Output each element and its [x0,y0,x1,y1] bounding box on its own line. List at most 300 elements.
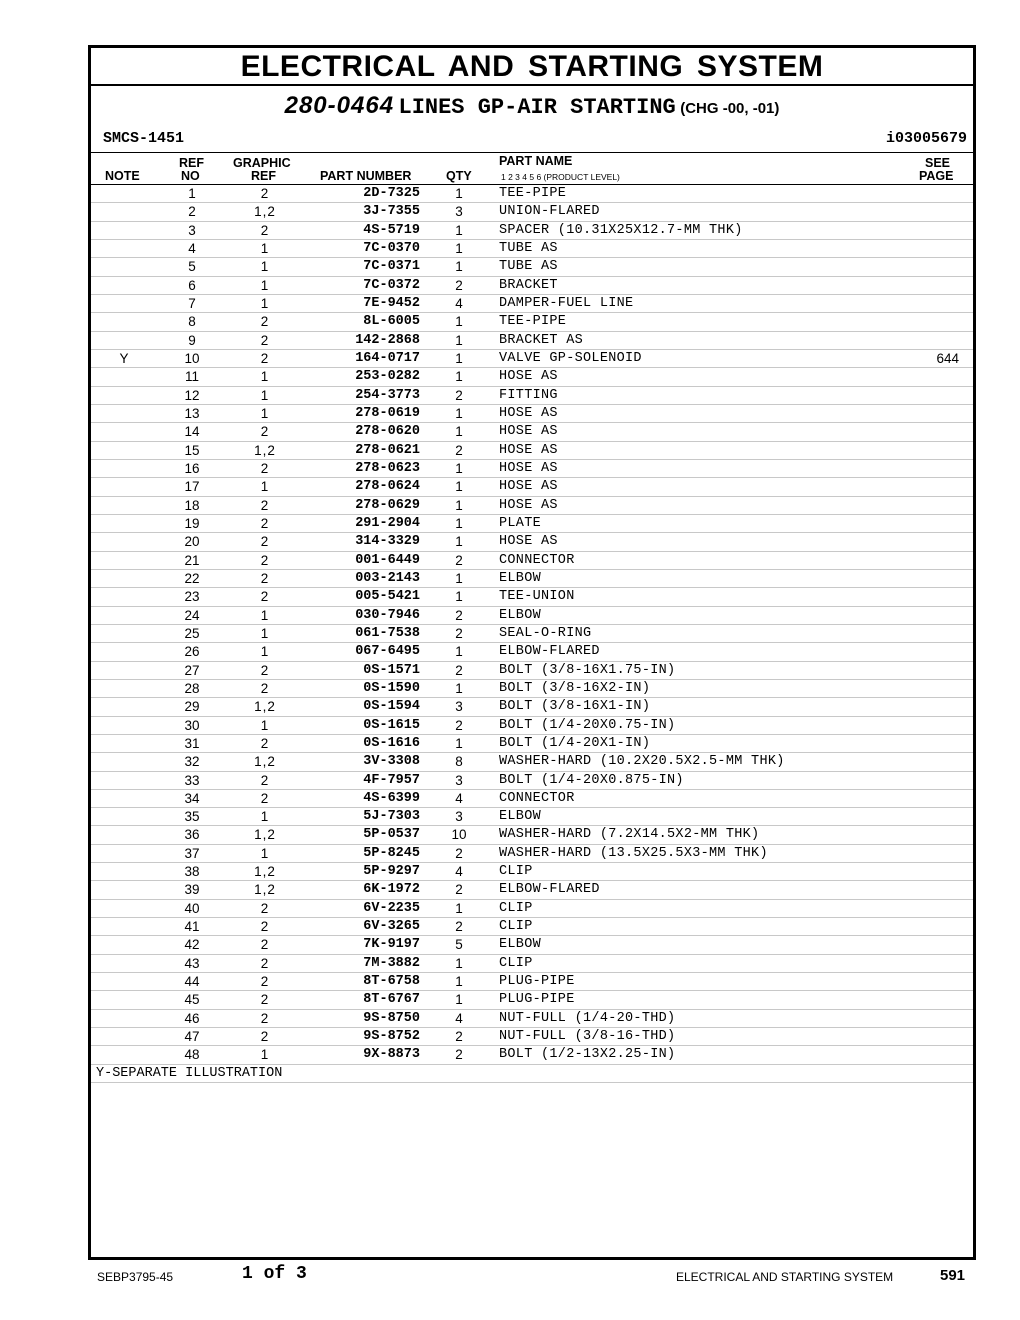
part-number-cell: 278-0619 [355,405,420,421]
qty-cell: 3 [455,772,463,788]
qty-cell: 2 [455,442,463,458]
graphic-ref-cell: 1 [260,405,270,421]
graphic-ref-cell: 1 [260,809,270,825]
part-number-cell: 8T-6758 [363,974,420,990]
header-part-name: PART NAME [499,154,573,168]
graphic-ref-cell: 2 [260,460,270,476]
part-name-cell: HOSE AS [499,460,558,476]
part-name-cell: CLIP [499,900,533,916]
table-row [91,552,973,570]
page-title: ELECTRICAL AND STARTING SYSTEM [240,50,824,83]
part-number-cell: 7C-0372 [363,277,420,293]
graphic-ref-cell: 1 [260,625,270,641]
graphic-ref-cell: 2 [260,772,270,788]
qty-cell: 8 [455,754,463,770]
qty-cell: 1 [455,186,463,201]
part-number-cell: 061-7538 [355,625,420,641]
qty-cell: 3 [455,809,463,825]
part-name-cell: CLIP [499,955,533,971]
graphic-ref-cell: 1 [260,259,270,275]
graphic-ref-cell: 1 [260,845,270,861]
graphic-ref-cell: 2 [260,534,270,550]
table-row [91,1046,973,1064]
ref-no-cell: 40 [184,900,200,916]
table-row [91,277,973,295]
qty-cell: 3 [455,699,463,715]
graphic-ref-cell: 1 [260,387,270,403]
graphic-ref-cell: 2 [260,497,270,513]
smcs-code: SMCS-1451 [103,130,185,147]
qty-cell: 1 [455,992,463,1008]
graphic-ref-cell: 2 [260,790,270,806]
part-number-cell: 278-0623 [355,460,420,476]
qty-cell: 4 [455,790,463,806]
graphic-ref-cell: 1,2 [254,882,276,898]
part-name-cell: BOLT (3/8-16X2-IN) [499,680,651,696]
ref-no-cell: 10 [184,350,200,366]
header-see-top: SEE [925,156,951,170]
page-of-label: 1 of 3 [242,1264,307,1284]
qty-cell: 4 [455,295,463,311]
ref-no-cell: 32 [184,754,200,770]
graphic-ref-cell: 2 [260,1010,270,1026]
part-number-cell: 7E-9452 [363,295,420,311]
part-name-cell: BOLT (1/4-20X0.75-IN) [499,717,676,733]
part-number-cell: 003-2143 [355,570,420,586]
part-number-cell: 5P-8245 [363,845,420,861]
qty-cell: 1 [455,497,463,513]
ref-no-cell: 36 [184,827,200,843]
table-row [91,680,973,698]
part-number-cell: 6V-2235 [363,900,420,916]
ref-no-cell: 24 [184,607,200,623]
part-name-cell: SPACER (10.31X25X12.7-MM THK) [499,222,743,238]
part-name-cell: ELBOW [499,570,542,586]
qty-cell: 1 [455,259,463,275]
part-name-cell: HOSE AS [499,424,558,440]
table-row [91,991,973,1009]
group-name: LINES GP-AIR STARTING [398,95,676,120]
part-name-cell: ELBOW [499,607,542,623]
part-number-cell: 314-3329 [355,534,420,550]
page-number: 591 [940,1267,966,1284]
table-row [91,808,973,826]
part-number-cell: 067-6495 [355,644,420,660]
ref-no-cell: 30 [184,717,200,733]
qty-cell: 1 [455,405,463,421]
table-row [91,185,973,203]
graphic-ref-cell: 2 [260,589,270,605]
ref-no-cell: 16 [184,460,200,476]
qty-cell: 1 [455,350,463,366]
ref-no-cell: 17 [184,479,200,495]
graphic-ref-cell: 2 [260,662,270,678]
part-name-cell: CONNECTOR [499,552,575,568]
graphic-ref-cell: 1 [260,717,270,733]
ref-no-cell: 41 [184,919,200,935]
part-number-cell: 9X-8873 [363,1047,420,1063]
ref-no-cell: 5 [188,259,196,275]
graphic-ref-cell: 2 [260,332,270,348]
table-row [91,332,973,350]
part-number-cell: 7C-0370 [363,240,420,256]
table-row [91,643,973,661]
ref-no-cell: 6 [188,277,196,293]
part-name-cell: BOLT (1/4-20X1-IN) [499,735,651,751]
ref-no-cell: 7 [188,295,196,311]
table-row [91,790,973,808]
qty-cell: 1 [455,222,463,238]
table-row [91,607,973,625]
qty-cell: 2 [455,717,463,733]
table-row [91,662,973,680]
graphic-ref-cell: 1 [260,1047,270,1063]
table-row [91,955,973,973]
part-name-cell: CLIP [499,864,533,880]
table-row [91,772,973,790]
table-row [91,460,973,478]
part-name-cell: ELBOW [499,937,542,953]
table-row [91,753,973,771]
part-number-cell: 278-0620 [355,424,420,440]
title-bar [91,48,973,86]
ref-no-cell: 8 [188,314,196,330]
qty-cell: 1 [455,589,463,605]
part-number-cell: 0S-1616 [363,735,420,751]
header-top-rule [91,152,973,153]
ref-no-cell: 3 [188,222,196,238]
table-row [91,698,973,716]
part-number-cell: 164-0717 [355,350,420,366]
part-number-cell: 0S-1615 [363,717,420,733]
graphic-ref-cell: 2 [260,552,270,568]
part-name-cell: ELBOW-FLARED [499,644,600,660]
header-qty: QTY [446,169,472,183]
table-row [91,423,973,441]
table-row [91,881,973,899]
ref-no-cell: 46 [184,1010,200,1026]
ref-no-cell: 43 [184,955,200,971]
part-number-cell: 2D-7325 [363,186,420,201]
ref-no-cell: 12 [184,387,200,403]
ref-no-cell: 33 [184,772,200,788]
qty-cell: 1 [455,534,463,550]
part-name-cell: WASHER-HARD (13.5X25.5X3-MM THK) [499,845,768,861]
ref-no-cell: 27 [184,662,200,678]
part-name-cell: HOSE AS [499,497,558,513]
graphic-ref-cell: 1,2 [254,699,276,715]
table-row [91,295,973,313]
table-row [91,515,973,533]
table-row [91,900,973,918]
ref-no-cell: 2 [188,204,196,220]
part-name-cell: BOLT (1/2-13X2.25-IN) [499,1047,676,1063]
part-name-cell: ELBOW-FLARED [499,882,600,898]
part-number-cell: 254-3773 [355,387,420,403]
part-number-cell: 7C-0371 [363,259,420,275]
table-row [91,313,973,331]
qty-cell: 1 [455,735,463,751]
qty-cell: 1 [455,332,463,348]
qty-cell: 4 [455,864,463,880]
ref-no-cell: 21 [184,552,200,568]
graphic-ref-cell: 1 [260,607,270,623]
table-row [91,442,973,460]
table-row [91,387,973,405]
part-number-cell: 4F-7957 [363,772,420,788]
table-row [91,863,973,881]
graphic-ref-cell: 2 [260,515,270,531]
graphic-ref-cell: 1 [260,295,270,311]
group-subtitle [91,92,973,120]
qty-cell: 1 [455,900,463,916]
qty-cell: 1 [455,314,463,330]
ref-no-cell: 47 [184,1029,200,1045]
part-name-cell: TUBE AS [499,240,558,256]
part-number-cell: 001-6449 [355,552,420,568]
ref-no-cell: 4 [188,240,196,256]
ref-no-cell: 29 [184,699,200,715]
table-row [91,1010,973,1028]
ref-no-cell: 26 [184,644,200,660]
qty-cell: 1 [455,460,463,476]
document-id: SEBP3795-45 [97,1270,174,1284]
part-name-cell: BRACKET [499,277,558,293]
header-product-level: 1 2 3 4 5 6 (PRODUCT LEVEL) [501,172,620,182]
table-row [91,350,973,368]
note-cell: Y [119,350,129,366]
graphic-ref-cell: 2 [260,186,270,201]
qty-cell: 1 [455,424,463,440]
part-number-cell: 3J-7355 [363,204,420,220]
graphic-ref-cell: 2 [260,974,270,990]
qty-cell: 1 [455,515,463,531]
graphic-ref-cell: 2 [260,1029,270,1045]
see-page-cell: 644 [936,350,959,366]
ref-no-cell: 19 [184,515,200,531]
table-row [91,918,973,936]
part-number-cell: 3V-3308 [363,754,420,770]
header-ref-top: REF [179,156,204,170]
table-row [91,936,973,954]
ref-no-cell: 25 [184,625,200,641]
part-number-cell: 6V-3265 [363,919,420,935]
graphic-ref-cell: 1 [260,240,270,256]
part-name-cell: BRACKET AS [499,332,584,348]
part-name-cell: PLATE [499,515,542,531]
ref-no-cell: 1 [188,186,196,201]
part-name-cell: CLIP [499,919,533,935]
graphic-ref-cell: 1 [260,479,270,495]
ref-no-cell: 35 [184,809,200,825]
part-name-cell: NUT-FULL (3/8-16-THD) [499,1029,676,1045]
table-row [91,826,973,844]
graphic-ref-cell: 1,2 [254,204,276,220]
part-number-cell: 278-0624 [355,479,420,495]
table-row [91,478,973,496]
ref-no-cell: 18 [184,497,200,513]
part-number-cell: 278-0621 [355,442,420,458]
table-row [91,222,973,240]
ref-no-cell: 48 [184,1047,200,1063]
graphic-ref-cell: 2 [260,900,270,916]
table-row [91,845,973,863]
part-number-cell: 8T-6767 [363,992,420,1008]
graphic-ref-cell: 2 [260,919,270,935]
ref-no-cell: 13 [184,405,200,421]
qty-cell: 1 [455,644,463,660]
part-number-cell: 5P-9297 [363,864,420,880]
ref-no-cell: 28 [184,680,200,696]
qty-cell: 1 [455,680,463,696]
table-row [91,717,973,735]
part-number-cell: 9S-8752 [363,1029,420,1045]
graphic-ref-cell: 2 [260,350,270,366]
part-name-cell: BOLT (3/8-16X1.75-IN) [499,662,676,678]
table-row [91,588,973,606]
part-name-cell: TEE-PIPE [499,186,567,201]
part-number-cell: 291-2904 [355,515,420,531]
graphic-ref-cell: 1 [260,369,270,385]
change-level: (CHG -00, -01) [680,100,780,117]
qty-cell: 2 [455,845,463,861]
part-number-cell: 9S-8750 [363,1010,420,1026]
table-row [91,625,973,643]
part-name-cell: VALVE GP-SOLENOID [499,350,642,366]
qty-cell: 1 [455,369,463,385]
header-part-number: PART NUMBER [320,169,412,183]
part-name-cell: WASHER-HARD (10.2X20.5X2.5-MM THK) [499,754,785,770]
part-number-cell: 7K-9197 [363,937,420,953]
table-row [91,240,973,258]
part-number-cell: 4S-6399 [363,790,420,806]
part-number-cell: 4S-5719 [363,222,420,238]
qty-cell: 2 [455,607,463,623]
ref-no-cell: 9 [188,332,196,348]
ref-no-cell: 22 [184,570,200,586]
part-name-cell: DAMPER-FUEL LINE [499,295,634,311]
parts-list-frame [88,45,976,1260]
part-name-cell: FITTING [499,387,558,403]
ref-no-cell: 34 [184,790,200,806]
qty-cell: 2 [455,662,463,678]
part-name-cell: HOSE AS [499,479,558,495]
graphic-ref-cell: 2 [260,424,270,440]
part-name-cell: SEAL-O-RING [499,625,592,641]
footnote: Y-SEPARATE ILLUSTRATION [91,1065,973,1083]
qty-cell: 1 [455,570,463,586]
ref-no-cell: 11 [184,369,199,385]
graphic-ref-cell: 2 [260,314,270,330]
graphic-ref-cell: 2 [260,570,270,586]
parts-table [91,185,973,1083]
table-row [91,1028,973,1046]
ref-no-cell: 20 [184,534,200,550]
part-name-cell: TEE-PIPE [499,314,567,330]
part-name-cell: HOSE AS [499,534,558,550]
part-number-cell: 0S-1594 [363,699,420,715]
qty-cell: 2 [455,625,463,641]
graphic-ref-cell: 1,2 [254,754,276,770]
table-row [91,258,973,276]
qty-cell: 2 [455,387,463,403]
graphic-ref-cell: 1,2 [254,827,276,843]
qty-cell: 2 [455,277,463,293]
ref-no-cell: 15 [184,442,200,458]
table-row [91,368,973,386]
illustration-id: i03005679 [885,130,967,147]
qty-cell: 1 [455,955,463,971]
table-row [91,735,973,753]
qty-cell: 1 [455,479,463,495]
graphic-ref-cell: 2 [260,222,270,238]
part-number-cell: 278-0629 [355,497,420,513]
table-row [91,570,973,588]
part-name-cell: BOLT (3/8-16X1-IN) [499,699,651,715]
table-row [91,973,973,991]
qty-cell: 2 [455,919,463,935]
ref-no-cell: 31 [184,735,200,751]
ref-no-cell: 44 [184,974,200,990]
qty-cell: 4 [455,1010,463,1026]
part-name-cell: WASHER-HARD (7.2X14.5X2-MM THK) [499,827,760,843]
part-number-cell: 0S-1571 [363,662,420,678]
ref-no-cell: 42 [184,937,200,953]
graphic-ref-cell: 1,2 [254,442,276,458]
part-name-cell: ELBOW [499,809,542,825]
part-number-cell: 253-0282 [355,369,420,385]
graphic-ref-cell: 1,2 [254,864,276,880]
table-row [91,203,973,221]
part-name-cell: NUT-FULL (1/4-20-THD) [499,1010,676,1026]
part-number-cell: 7M-3882 [363,955,420,971]
graphic-ref-cell: 2 [260,735,270,751]
part-number-cell: 6K-1972 [363,882,420,898]
part-number-cell: 0S-1590 [363,680,420,696]
part-name-cell: HOSE AS [499,442,558,458]
part-number-cell: 8L-6005 [363,314,420,330]
qty-cell: 2 [455,882,463,898]
ref-no-cell: 38 [184,864,200,880]
header-ref-bottom: NO [181,169,200,183]
ref-no-cell: 23 [184,589,200,605]
header-note: NOTE [105,169,140,183]
part-number-cell: 5P-0537 [363,827,420,843]
qty-cell: 1 [455,240,463,256]
graphic-ref-cell: 1 [260,644,270,660]
graphic-ref-cell: 2 [260,955,270,971]
part-number-cell: 142-2868 [355,332,420,348]
part-name-cell: CONNECTOR [499,790,575,806]
header-graphic-bottom: REF [251,169,276,183]
qty-cell: 5 [455,937,463,953]
table-row [91,405,973,423]
part-number-cell: 5J-7303 [363,809,420,825]
header-see-bottom: PAGE [919,169,954,183]
header-graphic-top: GRAPHIC [233,156,291,170]
graphic-ref-cell: 2 [260,680,270,696]
part-name-cell: TEE-UNION [499,589,575,605]
group-number: 280-0464 [284,92,395,119]
part-name-cell: PLUG-PIPE [499,992,575,1008]
graphic-ref-cell: 2 [260,992,270,1008]
qty-cell: 10 [451,827,467,843]
qty-cell: 2 [455,552,463,568]
qty-cell: 3 [455,204,463,220]
table-row [91,533,973,551]
part-name-cell: PLUG-PIPE [499,974,575,990]
qty-cell: 2 [455,1029,463,1045]
